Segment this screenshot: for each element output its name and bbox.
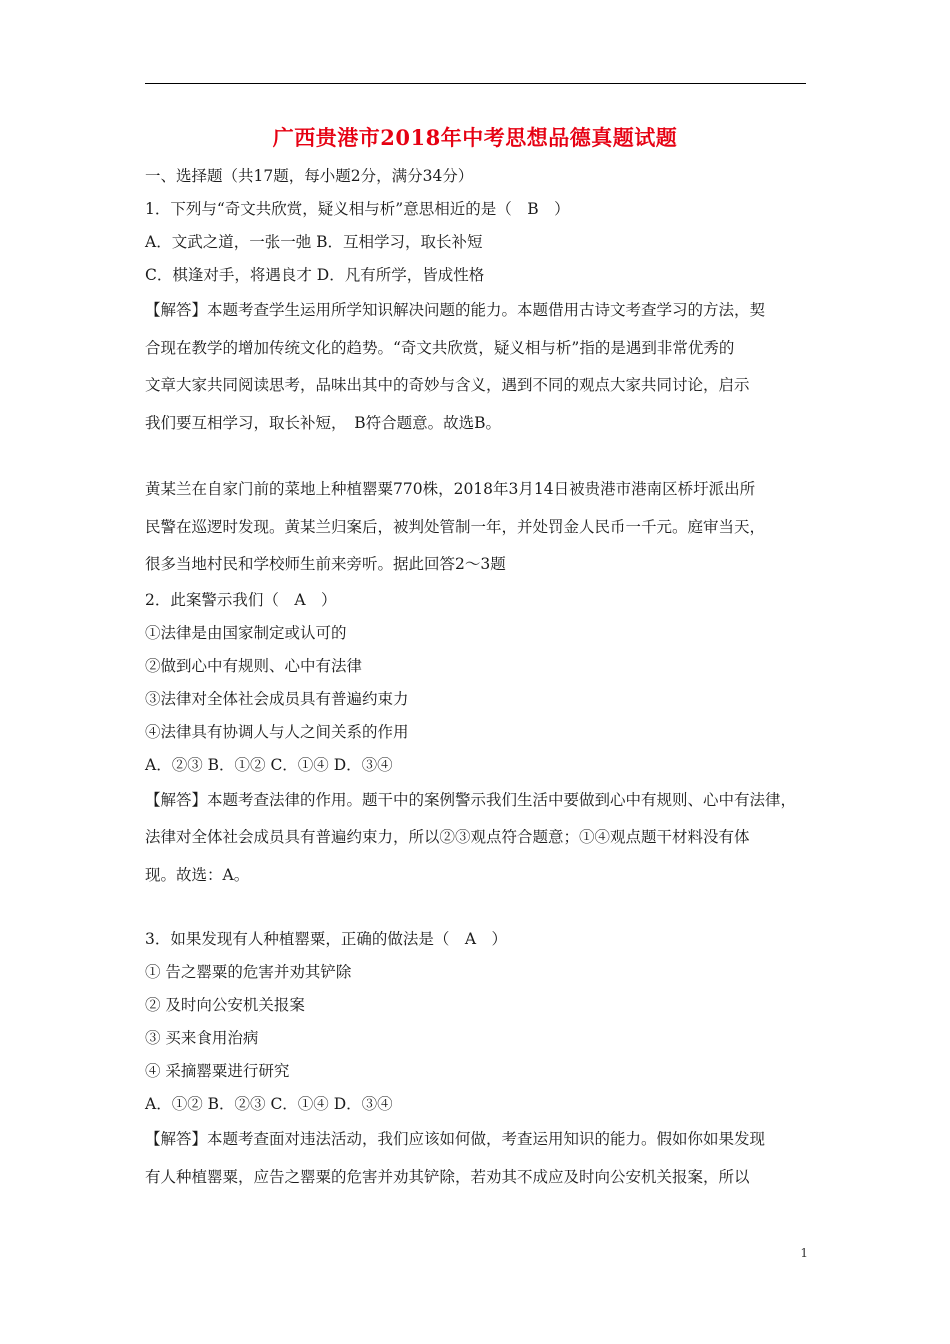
answer-line: 【解答】本题考查面对违法活动，我们应该如何做，考查运用知识的能力。假如你如果发现 [145, 1130, 766, 1148]
question-3-answer [145, 1121, 815, 1196]
question-2-options: A．②③ B．①② C．①④ D．③④ [145, 755, 393, 774]
header-rule [145, 83, 806, 84]
question-2-item: ②做到心中有规则、心中有法律 [145, 656, 363, 675]
answer-line: 现。故选：A。 [145, 865, 250, 884]
answer-line: 有人种植罂粟，应告之罂粟的危害并劝其铲除，若劝其不成应及时向公安机关报案，所以 [145, 1167, 750, 1186]
question-2-item: ③法律对全体社会成员具有普遍约束力 [145, 689, 409, 708]
answer-line: 法律对全体社会成员具有普遍约束力，所以②③观点符合题意；①④观点题干材料没有体 [145, 828, 750, 846]
document-body [145, 160, 815, 1196]
material-line: 很多当地村民和学校师生前来旁听。据此回答2～3题 [145, 555, 506, 573]
answer-line: 【解答】本题考查法律的作用。题干中的案例警示我们生活中要做到心中有规则、心中有法律， [145, 790, 797, 809]
question-3-options: A．①② B．②③ C．①④ D．③④ [145, 1095, 393, 1113]
question-2-item: ④法律具有协调人与人之间关系的作用 [145, 722, 409, 741]
spacer [145, 442, 815, 471]
answer-line: 【解答】本题考查学生运用所学知识解决问题的能力。本题借用古诗文考查学习的方法，契 [145, 301, 766, 319]
answer-line: 文章大家共同阅读思考，品味出其中的奇妙与含义，遇到不同的观点大家共同讨论，启示 [145, 376, 750, 394]
question-3-item: ① 告之罂粟的危害并劝其铲除 [145, 963, 352, 981]
case-material [145, 471, 815, 584]
question-3-item: ③ 买来食用治病 [145, 1029, 259, 1047]
question-1-answer [145, 292, 815, 442]
material-line: 民警在巡逻时发现。黄某兰归案后，被判处管制一年，并处罚金人民币一千元。庭审当天， [145, 517, 766, 536]
page-number: 1 [800, 1246, 808, 1260]
answer-line: 我们要互相学习，取长补短， B符合题意。故选B。 [145, 413, 502, 432]
question-1-options-1: A．文武之道，一张一弛 B．互相学习，取长补短 [145, 233, 483, 251]
question-3-item: ④ 采摘罂粟进行研究 [145, 1062, 290, 1080]
question-3-item: ② 及时向公安机关报案 [145, 996, 305, 1014]
section-heading: 一、选择题（共17题，每小题2分，满分34分） [145, 167, 474, 185]
document-title: 广西贵港市2018年中考思想品德真题试题 [272, 125, 678, 150]
question-2-item: ①法律是由国家制定或认可的 [145, 623, 347, 642]
question-3-stem: 3．如果发现有人种植罂粟，正确的做法是（ A ） [145, 930, 508, 948]
spacer [145, 894, 815, 923]
question-1-stem: 1．下列与“奇文共欣赏，疑义相与析”意思相近的是（ B ） [145, 200, 570, 218]
material-line: 黄某兰在自家门前的菜地上种植罂粟770株，2018年3月14日被贵港市港南区桥圩派出所 [145, 480, 756, 498]
question-2-answer [145, 782, 815, 895]
question-1-options-2: C．棋逢对手，将遇良才 D．凡有所学，皆成性格 [145, 266, 485, 284]
question-2-stem: 2．此案警示我们（ A ） [145, 590, 337, 609]
answer-line: 合现在教学的增加传统文化的趋势。“奇文共欣赏，疑义相与析”指的是遇到非常优秀的 [145, 338, 735, 357]
